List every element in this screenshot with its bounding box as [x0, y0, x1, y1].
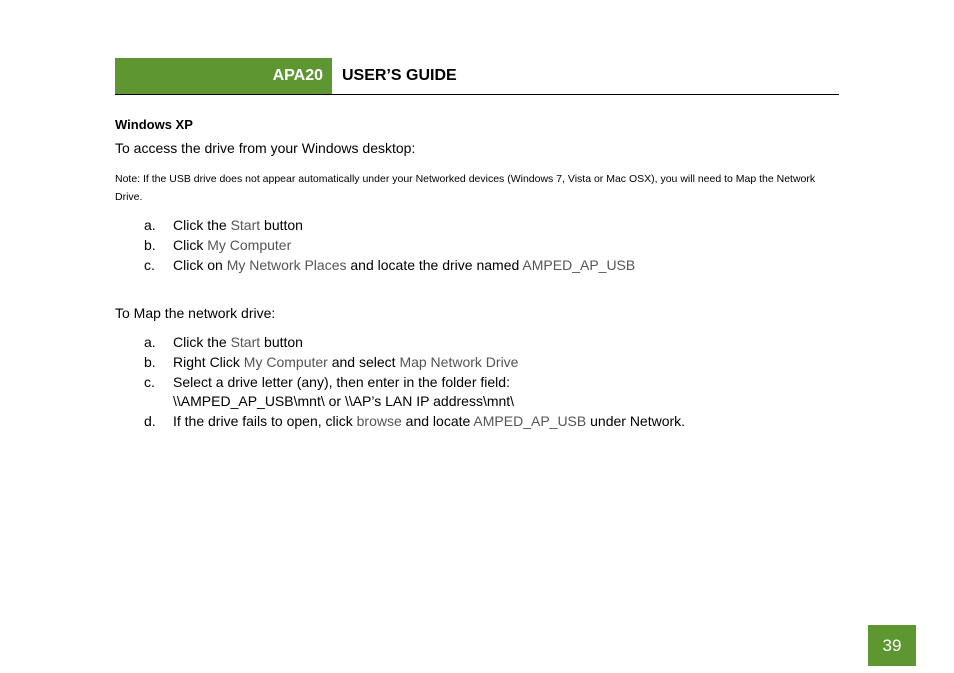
page-header: [115, 58, 839, 95]
item-text: and locate the drive named: [346, 257, 523, 273]
ui-term: browse: [356, 413, 402, 429]
item-text: under Network.: [586, 413, 686, 429]
list-marker: c.: [144, 257, 155, 273]
ui-term: Start: [230, 217, 261, 233]
ui-term: My Computer: [243, 354, 328, 370]
item-text: button: [260, 334, 303, 350]
intro-text: To access the drive from your Windows desktop:: [115, 140, 416, 156]
list-marker: a.: [144, 334, 156, 350]
item-text: and select: [327, 354, 400, 370]
ui-term: My Network Places: [226, 257, 347, 273]
map-intro-text: To Map the network drive:: [115, 305, 276, 321]
ui-term: AMPED_AP_USB: [473, 413, 587, 429]
list-marker: d.: [144, 413, 156, 429]
folder-path: [173, 393, 514, 409]
item-text: \\AMPED_AP_USB\mnt\ or \\AP’s LAN IP address\mnt\: [173, 393, 515, 409]
item-text: and locate: [401, 413, 474, 429]
list-item: [173, 257, 635, 273]
ui-term: Map Network Drive: [399, 354, 519, 370]
product-name: APA20: [272, 67, 323, 84]
item-text: Click: [173, 237, 208, 253]
ui-term: My Computer: [207, 237, 292, 253]
item-text: Click on: [173, 257, 227, 273]
list-marker: b.: [144, 354, 156, 370]
list-item: [173, 334, 303, 350]
page-number: 39: [868, 625, 916, 666]
item-text: If the drive fails to open, click: [173, 413, 357, 429]
section-heading: Windows XP: [115, 117, 193, 132]
list-marker: b.: [144, 237, 156, 253]
list-item: [173, 237, 291, 253]
list-item: [173, 217, 303, 233]
guide-title: USER’S GUIDE: [342, 67, 457, 84]
list-marker: a.: [144, 217, 156, 233]
item-text: Select a drive letter (any), then enter in the folder field:: [173, 374, 510, 390]
item-text: Click the: [173, 217, 231, 233]
list-item: [173, 374, 510, 390]
ui-term: Start: [230, 334, 261, 350]
list-item: [173, 354, 518, 370]
product-badge: [115, 58, 332, 94]
ui-term: AMPED_AP_USB: [522, 257, 636, 273]
item-text: Right Click: [173, 354, 244, 370]
item-text: Click the: [173, 334, 231, 350]
item-text: button: [260, 217, 303, 233]
note-text: Note: If the USB drive does not appear automatically under your Networked devices (Windows 7, Vista or Mac OSX), you will need to Map the Network Drive.: [115, 173, 816, 203]
list-marker: c.: [144, 374, 155, 390]
list-item: [173, 413, 685, 429]
